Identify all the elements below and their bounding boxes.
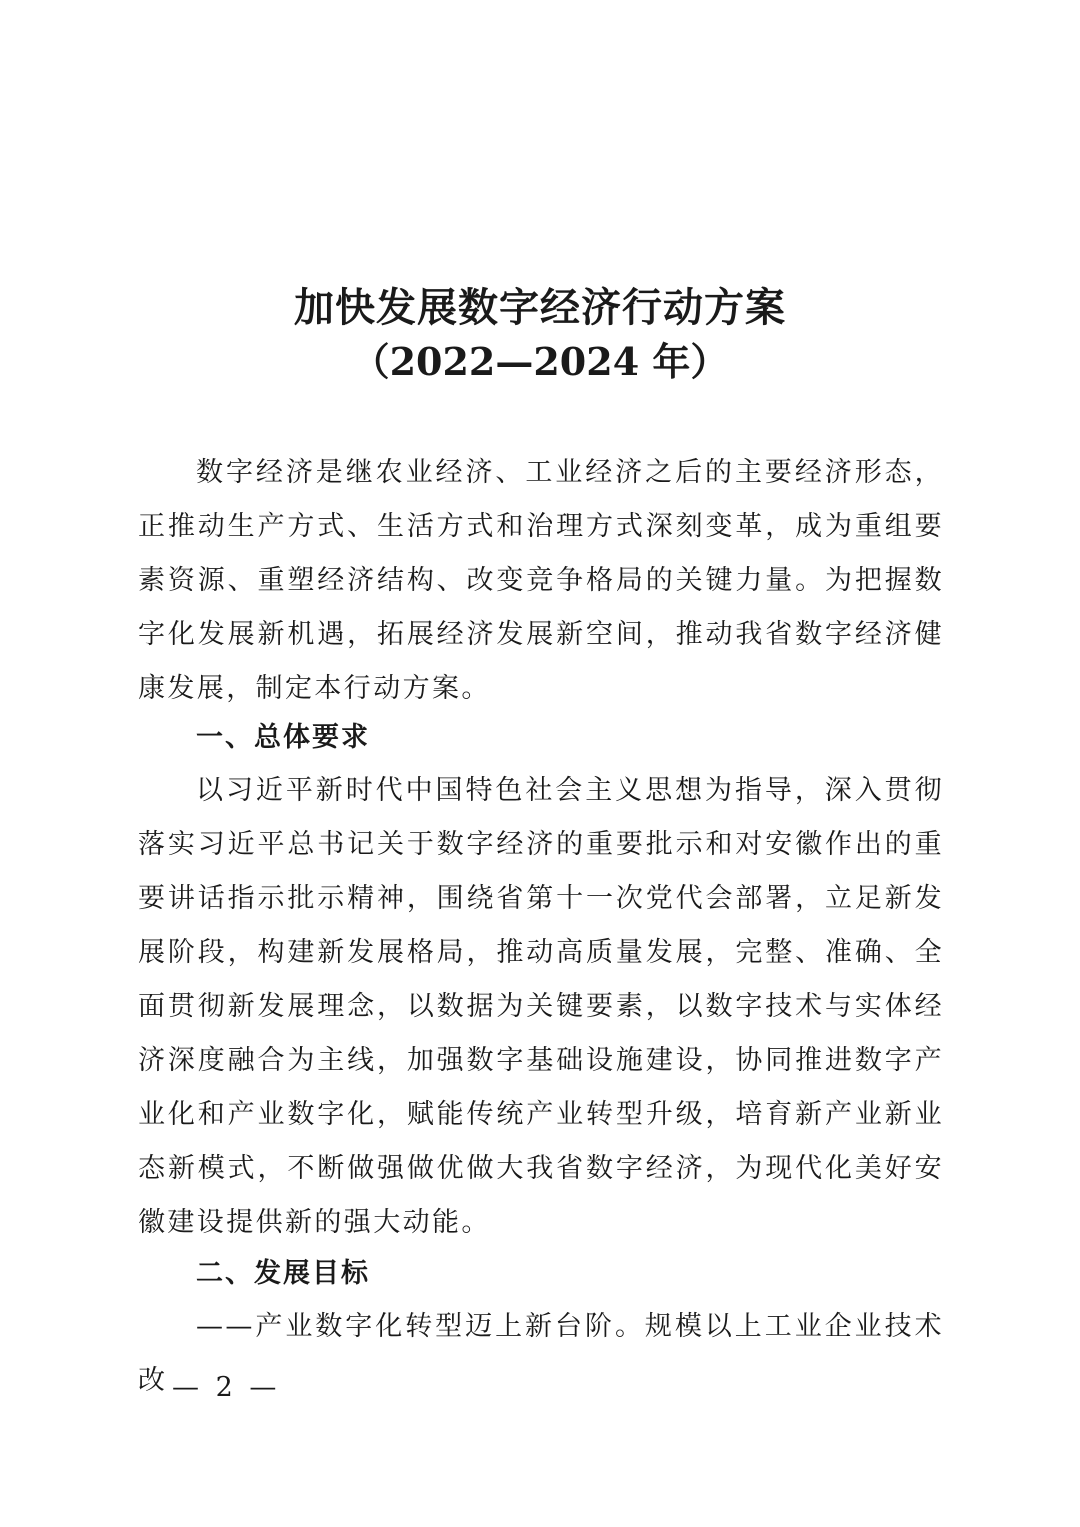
document-subtitle: （2022—2024 年） [351,339,729,384]
document-title: 加快发展数字经济行动方案 [294,284,786,331]
section-paragraph-general-requirements: 以习近平新时代中国特色社会主义思想为指导，深入贯彻落实习近平总书记关于数字经济的重要批示和对安徽作出的重要讲话指示批示精神，围绕省第十一次党代会部署，立足新发展阶段，构建新发展格局，推动高质量发展，完整、准确、全面贯彻新发展理念，以数据为关键要素，以数字技术与实体经济深度融合为主线，加强数字基础设施建设，协同推进数字产业化和产业数字化，赋能传统产业转型升级，培育新产业新业态新模式，不断做强做优做大我省数字经济，为现代化美好安徽建设提供新的强大动能。 [138,775,944,1238]
intro-paragraph: 数字经济是继农业经济、工业经济之后的主要经济形态，正推动生产方式、生活方式和治理方式深刻变革，成为重组要素资源、重塑经济结构、改变竞争格局的关键力量。为把握数字化发展新机遇，拓展经济发展新空间，推动我省数字经济健康发展，制定本行动方案。 [138,457,944,704]
section-paragraph-development-goals: ——产业数字化转型迈上新台阶。规模以上工业企业技术改 [138,1311,944,1396]
section-heading-development-goals: 二、发展目标 [196,1258,370,1289]
page-number: — 2 — [172,1372,281,1403]
section-heading-general-requirements: 一、总体要求 [196,722,370,753]
